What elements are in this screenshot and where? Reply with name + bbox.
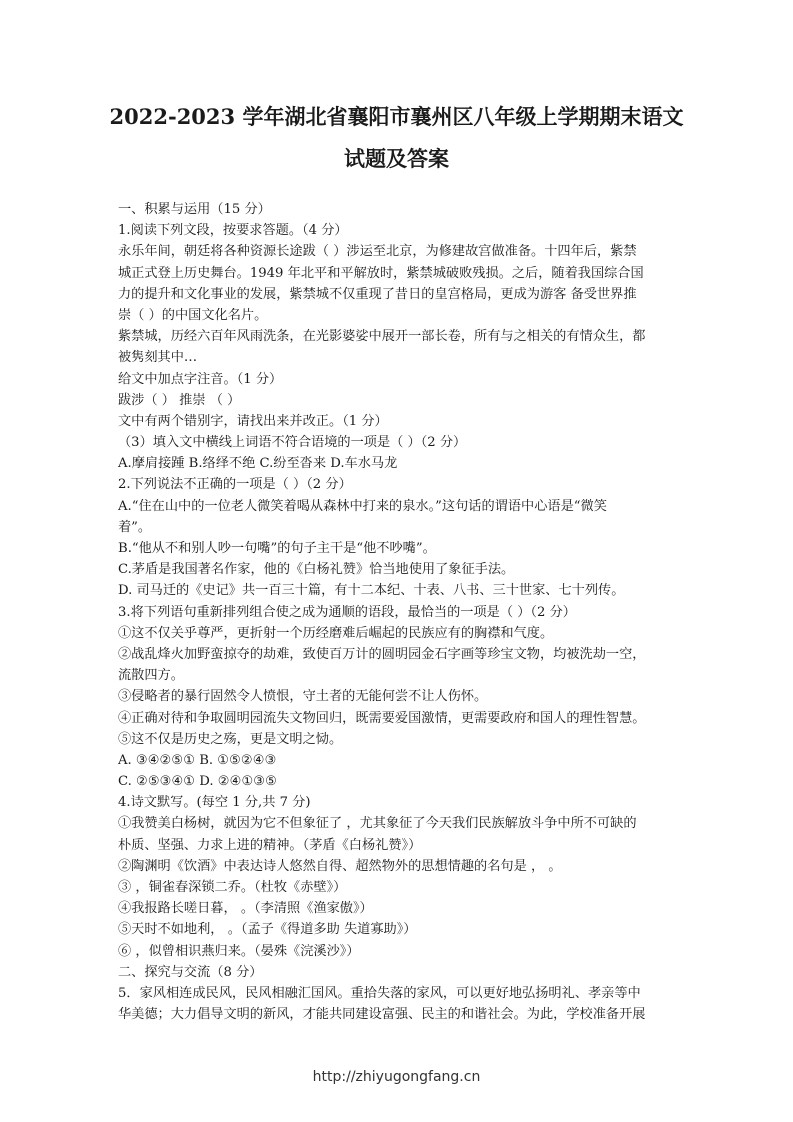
text-line: ②战乱烽火加野蛮掠夺的劫难，致使百万计的圆明园金石字画等珍宝文物，均被洗劫一空，: [118, 646, 646, 662]
text-line: ②陶渊明《饮酒》中表达诗人悠然自得、超然物外的思想情趣的名句是 ， 。: [118, 858, 562, 874]
text-line: 4.诗文默写。(每空 1 分,共 7 分): [118, 795, 311, 811]
text-line: A.“住在山中的一位老人微笑着喝从森林中打来的泉水。”这句话的谓语中心语是“微笑: [118, 498, 607, 514]
text-line: 华美德；大力倡导文明的新风，才能共同建设富强、民主的和谐社会。为此，学校准备开展: [118, 1007, 646, 1023]
text-line: 崇（ ）的中国文化名片。: [118, 307, 268, 323]
document-body: [118, 199, 678, 1025]
text-line: ⑤天时不如地利， 。（孟子《得道多助 失道寡助》）: [118, 922, 417, 938]
text-line: （3）填入文中横线上词语不符合语境的一项是（ ）（2 分）: [118, 435, 467, 451]
text-line: 5．家风相连成民风，民风相融汇国风。重拾失落的家风，可以更好地弘扬明礼、孝亲等中: [118, 985, 641, 1001]
document-title-line-1: 2022-2023 学年湖北省襄阳市襄州区八年级上学期期末语文: [109, 104, 684, 129]
text-line: ⑤这不仅是历史之殇，更是文明之恸。: [118, 731, 343, 747]
text-line: 力的提升和文化事业的发展，紫禁城不仅重现了昔日的皇宫格局，更成为游客 备受世界推: [118, 286, 637, 302]
text-line: ③侵略者的暴行固然令人愤恨，守土者的无能何尝不让人伤怀。: [118, 689, 488, 705]
text-line: 着”。: [118, 519, 152, 535]
text-line: 3.将下列语句重新排列组合使之成为通顺的语段，最恰当的一项是（ ）（2 分）: [118, 604, 576, 620]
text-line: ①这不仅关乎尊严，更折射一个历经磨难后崛起的民族应有的胸襟和气度。: [118, 625, 554, 641]
text-line: 紫禁城，历经六百年风雨洗条，在光影婆娑中展开一部长卷，所有与之相关的有情众生，都: [118, 329, 646, 345]
document-title-line-2: 试题及答案: [344, 146, 449, 171]
text-line: ①我赞美白杨树，就因为它不但象征了 ，尤其象征了今天我们民族解放斗争中所不可缺的: [118, 816, 637, 832]
text-line: 永乐年间，朝廷将各种资源长途跋（ ）涉运至北京，为修建故宫做准备。十四年后，紫禁: [118, 244, 637, 260]
text-line: 文中有两个错别字，请找出来并改正。（1 分）: [118, 413, 388, 429]
text-line: 二、探究与交流（8 分）: [118, 964, 263, 980]
text-line: 流散四方。: [118, 668, 184, 684]
text-line: ④我报路长嗟日暮， 。（李清照《渔家傲》）: [118, 901, 373, 917]
text-line: 被隽刻其中…: [118, 350, 198, 366]
text-line: ③ ，铜雀春深锁二乔。（杜牧《赤壁》）: [118, 880, 347, 895]
text-line: ④正确对待和争取圆明园流失文物回归，既需要爱国激情，更需要政府和国人的理性智慧。: [118, 710, 646, 726]
text-line: B.“他从不和别人吵一句嘴”的句子主干是“他不吵嘴”。: [118, 541, 436, 556]
text-line: 2.下列说法不正确的一项是（ ）（2 分）: [118, 477, 352, 493]
text-line: A. ③④②⑤① B. ①⑤②④③: [118, 752, 277, 768]
text-line: C. ②⑤③④① D. ②④①③⑤: [118, 774, 277, 790]
text-line: 1.阅读下列文段，按要求答题。（4 分）: [118, 223, 348, 239]
footer-url[interactable]: http://zhiyugongfang.cn: [312, 1069, 481, 1085]
text-line: C.茅盾是我国著名作家，他的《白杨礼赞》恰当地使用了象征手法。: [118, 562, 515, 578]
text-line: ⑥ ，似曾相识燕归来。（晏殊《浣溪沙》）: [118, 943, 360, 959]
text-line: D. 司马迁的《史记》共一百三十篇，有十二本纪、十表、八书、三十世家、七十列传。: [118, 583, 625, 599]
text-line: 跋涉（ ） 推崇 （ ）: [118, 392, 241, 408]
text-line: 给文中加点字注音。（1 分）: [118, 371, 283, 387]
text-line: A.摩肩接踵 B.络绎不绝 C.纷至沓来 D.车水马龙: [118, 456, 398, 472]
text-line: 一、积累与运用（15 分）: [118, 202, 271, 217]
text-line: 城正式登上历史舞台。1949 年北平和平解放时，紫禁城破败残损。之后，随着我国综合国: [118, 265, 644, 281]
text-line: 朴质、坚强、力求上进的精神。（茅盾《白杨礼赞》）: [118, 837, 422, 853]
